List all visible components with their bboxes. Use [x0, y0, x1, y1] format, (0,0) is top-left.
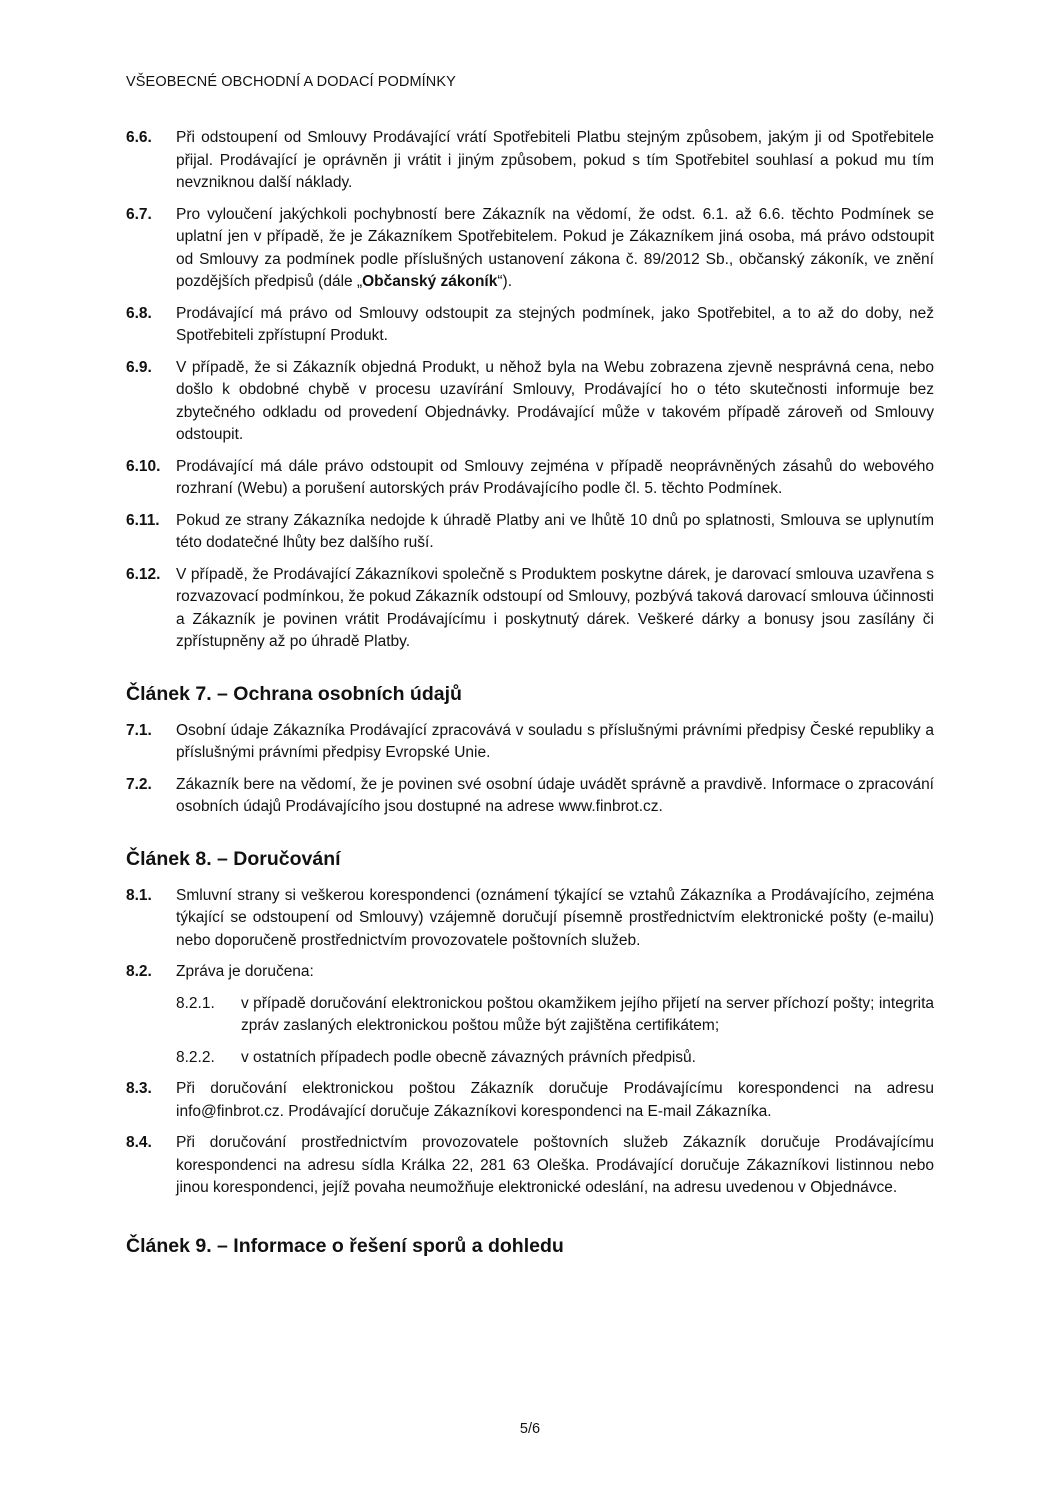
clause-number: 8.2.: [126, 963, 152, 980]
document-body: [126, 127, 934, 1272]
clause-6-8: [126, 303, 934, 348]
clause-text: Při doručování elektronickou poštou Zákazník doručuje Prodávajícímu korespondenci na adresu info@finbrot.cz. Prodávající doručuje Zákazníkovi korespondenci na E-mail Zákazníka.: [176, 1080, 934, 1120]
clause-number: 6.9.: [126, 358, 152, 376]
clause-6-6: [126, 127, 934, 195]
running-header: VŠEOBECNÉ OBCHODNÍ A DODACÍ PODMÍNKY: [126, 74, 456, 90]
clause-text: Pokud ze strany Zákazníka nedojde k úhradě Platby ani ve lhůtě 10 dnů po splatnosti, Smlouva se uplynutím této dodatečné lhůty bez dalšího ruší.: [176, 511, 934, 551]
clause-number: 8.4.: [126, 1134, 152, 1151]
clause-text: Při odstoupení od Smlouvy Prodávající vrátí Spotřebiteli Platbu stejným způsobem, jakým ji od Spotřebitele přijal. Prodávající je oprávněn ji vrátit i jiným způsobem, pokud s tím Spotřebitel souhlasí a pokud mu tím nevzniknou další náklady.: [176, 129, 934, 191]
clause-6-7: [126, 204, 934, 294]
clause-7-1: [126, 720, 934, 765]
clause-number: 6.11.: [126, 511, 160, 529]
subclause-number: 8.2.2.: [176, 1048, 215, 1066]
clause-text-part: Pro vyloučení jakýchkoli pochybností bere Zákazník na vědomí, že odst. 6.1. až 6.6. těchto Podmínek se uplatní jen v případě, že je Zákazníkem Spotřebitelem. Pokud je Zákazníkem jiná osoba, má právo odstoupit od Smlouvy za podmínek podle příslušných ustanovení zákona č. 89/2012 Sb., občanský zákoník, ve znění pozdějších předpisů (dále „: [176, 205, 934, 290]
clause-number: 6.8.: [126, 304, 152, 322]
clause-text: Smluvní strany si veškerou korespondenci (oznámení týkající se vztahů Zákazníka a Prodávajícího, zejména týkající se odstoupení od Smlouvy) vzájemně doručují písemně prostřednictvím elektronické pošty (e-mailu) nebo doporučeně prostřednictvím provozovatele poštovních služeb.: [176, 886, 934, 949]
clause-text: Zpráva je doručena:: [176, 963, 314, 980]
subclause-text: v případě doručování elektronickou poštou okamžikem jejího přijetí na server příchozí pošty; integrita zpráv zaslaných elektronickou poštou může být zajištěna certifikátem;: [241, 994, 934, 1034]
clause-6-10: [126, 456, 934, 501]
subclause-8-2-1: [176, 993, 934, 1038]
clause-8-1: [126, 885, 934, 953]
clause-number: 8.1.: [126, 886, 152, 904]
clause-6-12: [126, 564, 934, 654]
subclause-text: v ostatních případech podle obecně závazných právních předpisů.: [241, 1048, 696, 1066]
clause-number: 6.12.: [126, 565, 161, 583]
clause-6-9: [126, 357, 934, 447]
clause-8-3: [126, 1078, 934, 1123]
clause-text: Prodávající má dále právo odstoupit od Smlouvy zejména v případě neoprávněných zásahů do webového rozhraní (Webu) a porušení autorských práv Prodávajícího podle čl. 5. těchto Podmínek.: [176, 457, 934, 497]
defined-term: Občanský zákoník: [362, 273, 498, 290]
clause-text: [176, 204, 934, 294]
page-number: 5/6: [519, 1421, 541, 1437]
clause-number: 8.3.: [126, 1080, 152, 1097]
article-9-heading: Článek 9. – Informace o řešení sporů a dohledu: [126, 1234, 564, 1257]
clause-text: Prodávající má právo od Smlouvy odstoupit za stejných podmínek, jako Spotřebitel, a to až do doby, než Spotřebiteli zpřístupní Produkt.: [176, 304, 934, 344]
subclause-8-2-2: [176, 1047, 934, 1070]
article-8-heading: Článek 8. – Doručování: [126, 847, 341, 870]
article-7-heading: Článek 7. – Ochrana osobních údajů: [126, 682, 462, 705]
clause-number: 7.1.: [126, 721, 152, 739]
clause-text: V případě, že Prodávající Zákazníkovi společně s Produktem poskytne dárek, je darovací smlouva uzavřena s rozvazovací podmínkou, že pokud Zákazník odstoupí od Smlouvy, pozbývá taková darovací smlouva účinnosti a Zákazník je povinen vrátit Prodávajícímu i poskytnutý dárek. Veškeré dárky a bonusy jsou zasílány či zpřístupněny až po úhradě Platby.: [176, 565, 934, 650]
clause-number: 6.6.: [126, 129, 152, 146]
subclause-number: 8.2.1.: [176, 994, 215, 1012]
clause-number: 6.7.: [126, 205, 152, 223]
clause-text: Při doručování prostřednictvím provozovatele poštovních služeb Zákazník doručuje Prodávajícímu korespondenci na adresu sídla Králka 22, 281 63 Oleška. Prodávající doručuje Zákazníkovi listinnou nebo jinou korespondenci, jejíž povaha neumožňuje elektronické odeslání, na adresu uvedenou v Objednávce.: [176, 1134, 934, 1196]
clause-number: 7.2.: [126, 775, 152, 793]
clause-8-4: [126, 1132, 934, 1200]
clause-text: Osobní údaje Zákazníka Prodávající zpracovává v souladu s příslušnými právními předpisy České republiky a příslušnými právními předpisy Evropské Unie.: [176, 721, 934, 761]
clause-text-part: “).: [497, 273, 513, 290]
clause-8-2: [126, 961, 934, 984]
clause-6-11: [126, 510, 934, 555]
clause-text: V případě, že si Zákazník objedná Produkt, u něhož byla na Webu zobrazena zjevně nesprávná cena, nebo došlo k obdobné chybě v procesu uzavírání Smlouvy, Prodávající ho o této skutečnosti informuje bez zbytečného odkladu od provedení Objednávky. Prodávající může v takovém případě zároveň od Smlouvy odstoupit.: [176, 358, 934, 443]
clause-number: 6.10.: [126, 457, 161, 475]
clause-text: Zákazník bere na vědomí, že je povinen své osobní údaje uvádět správně a pravdivě. Informace o zpracování osobních údajů Prodávajícího jsou dostupné na adrese www.finbrot.cz.: [176, 775, 934, 815]
clause-7-2: [126, 774, 934, 819]
